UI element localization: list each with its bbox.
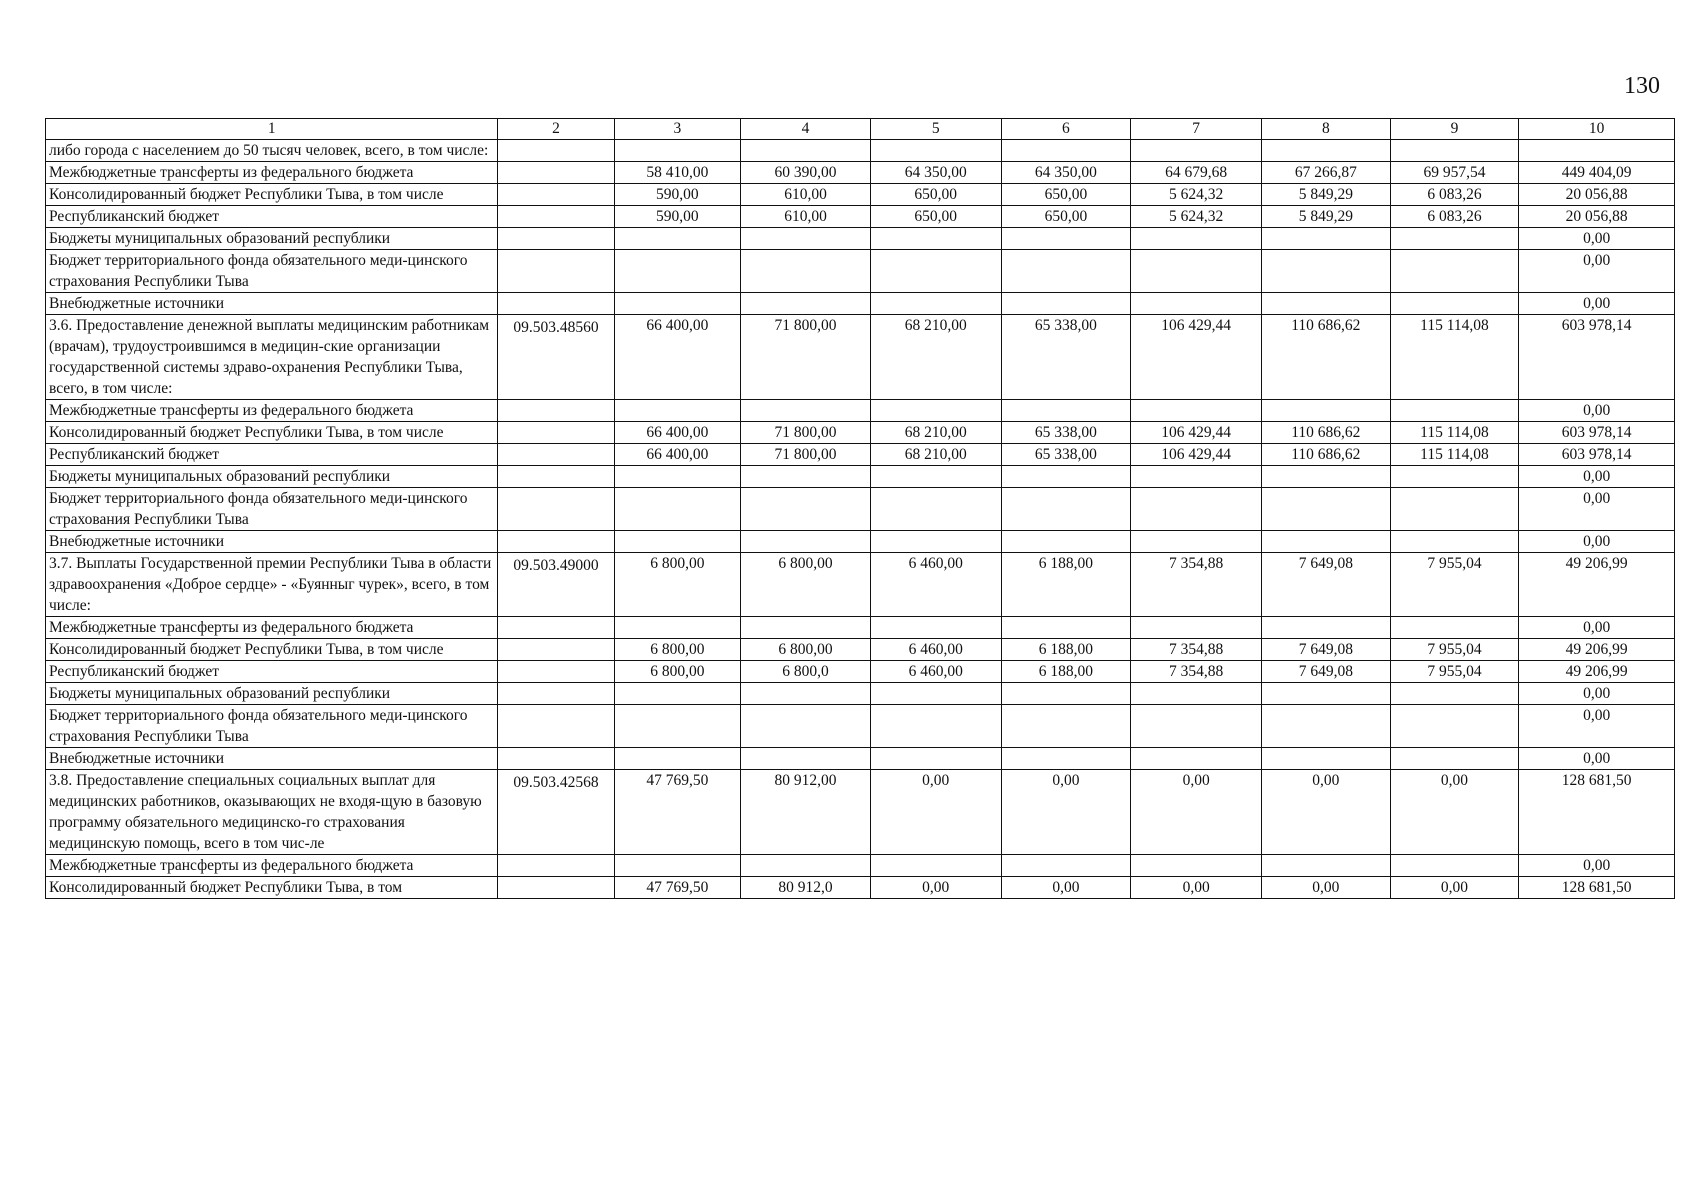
value-cell-col-7 — [1131, 488, 1262, 531]
value-cell-col-3 — [614, 855, 741, 877]
value-cell-col-5: 0,00 — [870, 877, 1001, 899]
value-cell-col-10: 0,00 — [1519, 228, 1675, 250]
value-cell-col-10: 603 978,14 — [1519, 315, 1675, 400]
value-cell-col-5 — [870, 855, 1001, 877]
row-name-cell: либо города с населением до 50 тысяч человек, всего, в том числе: — [46, 140, 498, 162]
value-cell-col-7 — [1131, 250, 1262, 293]
value-cell-col-9 — [1390, 855, 1519, 877]
value-cell-col-8: 7 649,08 — [1262, 553, 1391, 617]
value-cell-col-4 — [741, 617, 871, 639]
value-cell-col-3: 6 800,00 — [614, 553, 741, 617]
value-cell-col-5 — [870, 617, 1001, 639]
row-name-cell: Бюджет территориального фонда обязательного меди-цинского страхования Республики Тыва — [46, 250, 498, 293]
table-row — [46, 206, 1675, 228]
value-cell-col-4: 6 800,00 — [741, 553, 871, 617]
row-name-cell: Консолидированный бюджет Республики Тыва, в том числе — [46, 184, 498, 206]
value-cell-col-10: 128 681,50 — [1519, 877, 1675, 899]
value-cell-col-10: 20 056,88 — [1519, 184, 1675, 206]
value-cell-col-10: 0,00 — [1519, 250, 1675, 293]
value-cell-col-3 — [614, 488, 741, 531]
value-cell-col-8 — [1262, 748, 1391, 770]
value-cell-col-7: 106 429,44 — [1131, 444, 1262, 466]
row-code-cell — [498, 661, 614, 683]
value-cell-col-8: 67 266,87 — [1262, 162, 1391, 184]
table-row — [46, 250, 1675, 293]
value-cell-col-3 — [614, 748, 741, 770]
value-cell-col-4: 80 912,0 — [741, 877, 871, 899]
value-cell-col-10: 0,00 — [1519, 855, 1675, 877]
value-cell-col-3: 6 800,00 — [614, 639, 741, 661]
value-cell-col-6: 650,00 — [1001, 206, 1131, 228]
row-code-cell: 09.503.48560 — [498, 315, 614, 400]
value-cell-col-10: 20 056,88 — [1519, 206, 1675, 228]
value-cell-col-3: 66 400,00 — [614, 444, 741, 466]
header-cell: 7 — [1131, 119, 1262, 140]
row-code-cell — [498, 705, 614, 748]
header-cell: 9 — [1390, 119, 1519, 140]
value-cell-col-3 — [614, 705, 741, 748]
row-name-cell: Межбюджетные трансферты из федерального бюджета — [46, 617, 498, 639]
value-cell-col-3 — [614, 293, 741, 315]
value-cell-col-3 — [614, 228, 741, 250]
value-cell-col-8: 0,00 — [1262, 877, 1391, 899]
value-cell-col-5 — [870, 293, 1001, 315]
row-code-cell: 09.503.49000 — [498, 553, 614, 617]
table-row — [46, 293, 1675, 315]
value-cell-col-5: 650,00 — [870, 184, 1001, 206]
value-cell-col-9 — [1390, 466, 1519, 488]
value-cell-col-8: 7 649,08 — [1262, 639, 1391, 661]
value-cell-col-10: 49 206,99 — [1519, 553, 1675, 617]
value-cell-col-5: 6 460,00 — [870, 661, 1001, 683]
value-cell-col-8: 110 686,62 — [1262, 315, 1391, 400]
value-cell-col-9: 69 957,54 — [1390, 162, 1519, 184]
value-cell-col-3 — [614, 140, 741, 162]
row-name-cell: Бюджет территориального фонда обязательного меди-цинского страхования Республики Тыва — [46, 705, 498, 748]
value-cell-col-4: 80 912,00 — [741, 770, 871, 855]
value-cell-col-5: 68 210,00 — [870, 444, 1001, 466]
value-cell-col-8 — [1262, 683, 1391, 705]
row-code-cell — [498, 639, 614, 661]
value-cell-col-7: 7 354,88 — [1131, 639, 1262, 661]
row-code-cell — [498, 140, 614, 162]
value-cell-col-7: 0,00 — [1131, 770, 1262, 855]
value-cell-col-10: 0,00 — [1519, 466, 1675, 488]
value-cell-col-3 — [614, 466, 741, 488]
value-cell-col-3: 66 400,00 — [614, 422, 741, 444]
row-name-cell: Внебюджетные источники — [46, 748, 498, 770]
value-cell-col-9 — [1390, 140, 1519, 162]
value-cell-col-5 — [870, 466, 1001, 488]
table-row — [46, 184, 1675, 206]
table-row — [46, 661, 1675, 683]
table-row — [46, 422, 1675, 444]
row-code-cell — [498, 877, 614, 899]
value-cell-col-5: 68 210,00 — [870, 422, 1001, 444]
value-cell-col-6 — [1001, 855, 1131, 877]
value-cell-col-8: 7 649,08 — [1262, 661, 1391, 683]
row-code-cell — [498, 184, 614, 206]
value-cell-col-10: 0,00 — [1519, 683, 1675, 705]
value-cell-col-10: 49 206,99 — [1519, 661, 1675, 683]
value-cell-col-5: 0,00 — [870, 770, 1001, 855]
row-code-cell — [498, 488, 614, 531]
value-cell-col-7 — [1131, 855, 1262, 877]
value-cell-col-7: 0,00 — [1131, 877, 1262, 899]
row-name-cell: Межбюджетные трансферты из федерального бюджета — [46, 400, 498, 422]
value-cell-col-6: 650,00 — [1001, 184, 1131, 206]
value-cell-col-7: 5 624,32 — [1131, 184, 1262, 206]
value-cell-col-7 — [1131, 531, 1262, 553]
value-cell-col-7 — [1131, 748, 1262, 770]
value-cell-col-6 — [1001, 293, 1131, 315]
value-cell-col-8 — [1262, 531, 1391, 553]
value-cell-col-8 — [1262, 250, 1391, 293]
table-row — [46, 488, 1675, 531]
table-row — [46, 855, 1675, 877]
value-cell-col-4 — [741, 748, 871, 770]
value-cell-col-7 — [1131, 705, 1262, 748]
row-name-cell: Республиканский бюджет — [46, 206, 498, 228]
row-code-cell — [498, 748, 614, 770]
row-name-cell: Бюджеты муниципальных образований республики — [46, 683, 498, 705]
row-name-cell: Бюджет территориального фонда обязательного меди-цинского страхования Республики Тыва — [46, 488, 498, 531]
row-code-cell — [498, 466, 614, 488]
budget-table — [45, 118, 1675, 899]
value-cell-col-4 — [741, 400, 871, 422]
header-cell: 8 — [1262, 119, 1391, 140]
value-cell-col-6 — [1001, 683, 1131, 705]
value-cell-col-9: 7 955,04 — [1390, 639, 1519, 661]
row-code-cell — [498, 617, 614, 639]
value-cell-col-3: 6 800,00 — [614, 661, 741, 683]
table-row — [46, 877, 1675, 899]
row-name-cell: Республиканский бюджет — [46, 661, 498, 683]
row-name-cell: Межбюджетные трансферты из федерального бюджета — [46, 855, 498, 877]
row-name-cell: 3.6. Предоставление денежной выплаты медицинским работникам (врачам), трудоустроившимся в медицин-ские организации государственной системы здраво-охранения Республики Тыва, всего, в том числе: — [46, 315, 498, 400]
value-cell-col-6 — [1001, 748, 1131, 770]
value-cell-col-10: 0,00 — [1519, 748, 1675, 770]
value-cell-col-7 — [1131, 683, 1262, 705]
table-row — [46, 639, 1675, 661]
value-cell-col-9: 115 114,08 — [1390, 444, 1519, 466]
row-code-cell: 09.503.42568 — [498, 770, 614, 855]
row-name-cell: Бюджеты муниципальных образований республики — [46, 228, 498, 250]
value-cell-col-8: 110 686,62 — [1262, 444, 1391, 466]
header-cell: 4 — [741, 119, 871, 140]
value-cell-col-8 — [1262, 466, 1391, 488]
row-code-cell — [498, 250, 614, 293]
value-cell-col-7: 64 679,68 — [1131, 162, 1262, 184]
value-cell-col-4 — [741, 293, 871, 315]
value-cell-col-3: 47 769,50 — [614, 877, 741, 899]
value-cell-col-3 — [614, 617, 741, 639]
value-cell-col-3 — [614, 400, 741, 422]
value-cell-col-4 — [741, 488, 871, 531]
value-cell-col-6 — [1001, 250, 1131, 293]
value-cell-col-8: 5 849,29 — [1262, 206, 1391, 228]
value-cell-col-6: 64 350,00 — [1001, 162, 1131, 184]
value-cell-col-6 — [1001, 140, 1131, 162]
value-cell-col-3 — [614, 531, 741, 553]
header-cell: 10 — [1519, 119, 1675, 140]
table-row — [46, 228, 1675, 250]
value-cell-col-10: 49 206,99 — [1519, 639, 1675, 661]
value-cell-col-8 — [1262, 293, 1391, 315]
table-row — [46, 553, 1675, 617]
row-code-cell — [498, 228, 614, 250]
value-cell-col-8 — [1262, 140, 1391, 162]
value-cell-col-5 — [870, 705, 1001, 748]
header-cell: 6 — [1001, 119, 1131, 140]
value-cell-col-6: 0,00 — [1001, 770, 1131, 855]
value-cell-col-10 — [1519, 140, 1675, 162]
value-cell-col-4: 6 800,0 — [741, 661, 871, 683]
value-cell-col-6: 65 338,00 — [1001, 315, 1131, 400]
table-row — [46, 531, 1675, 553]
value-cell-col-10: 603 978,14 — [1519, 444, 1675, 466]
table-row — [46, 444, 1675, 466]
value-cell-col-6 — [1001, 617, 1131, 639]
table-row — [46, 617, 1675, 639]
value-cell-col-10: 0,00 — [1519, 705, 1675, 748]
value-cell-col-5 — [870, 228, 1001, 250]
value-cell-col-6: 6 188,00 — [1001, 639, 1131, 661]
value-cell-col-9: 0,00 — [1390, 770, 1519, 855]
value-cell-col-10: 0,00 — [1519, 293, 1675, 315]
value-cell-col-5: 64 350,00 — [870, 162, 1001, 184]
value-cell-col-8 — [1262, 228, 1391, 250]
row-name-cell: Консолидированный бюджет Республики Тыва, в том числе — [46, 639, 498, 661]
value-cell-col-7: 7 354,88 — [1131, 553, 1262, 617]
row-name-cell: 3.7. Выплаты Государственной премии Республики Тыва в области здравоохранения «Доброе сердце» - «Буянныг чурек», всего, в том числе: — [46, 553, 498, 617]
value-cell-col-7: 106 429,44 — [1131, 422, 1262, 444]
value-cell-col-7 — [1131, 293, 1262, 315]
header-cell: 3 — [614, 119, 741, 140]
row-code-cell — [498, 293, 614, 315]
value-cell-col-3: 590,00 — [614, 184, 741, 206]
value-cell-col-9 — [1390, 748, 1519, 770]
value-cell-col-5 — [870, 531, 1001, 553]
value-cell-col-6: 65 338,00 — [1001, 444, 1131, 466]
value-cell-col-4: 71 800,00 — [741, 444, 871, 466]
value-cell-col-9 — [1390, 228, 1519, 250]
value-cell-col-10: 603 978,14 — [1519, 422, 1675, 444]
value-cell-col-7 — [1131, 617, 1262, 639]
value-cell-col-6 — [1001, 531, 1131, 553]
value-cell-col-5: 6 460,00 — [870, 553, 1001, 617]
row-code-cell — [498, 531, 614, 553]
value-cell-col-4: 71 800,00 — [741, 315, 871, 400]
value-cell-col-8 — [1262, 705, 1391, 748]
header-cell: 1 — [46, 119, 498, 140]
value-cell-col-9 — [1390, 683, 1519, 705]
value-cell-col-6 — [1001, 705, 1131, 748]
value-cell-col-5: 650,00 — [870, 206, 1001, 228]
value-cell-col-7: 5 624,32 — [1131, 206, 1262, 228]
row-name-cell: Республиканский бюджет — [46, 444, 498, 466]
value-cell-col-3: 47 769,50 — [614, 770, 741, 855]
value-cell-col-8: 110 686,62 — [1262, 422, 1391, 444]
value-cell-col-4 — [741, 855, 871, 877]
row-name-cell: Бюджеты муниципальных образований республики — [46, 466, 498, 488]
value-cell-col-4 — [741, 531, 871, 553]
value-cell-col-6 — [1001, 466, 1131, 488]
value-cell-col-9 — [1390, 617, 1519, 639]
row-code-cell — [498, 444, 614, 466]
value-cell-col-6 — [1001, 488, 1131, 531]
value-cell-col-9: 7 955,04 — [1390, 553, 1519, 617]
value-cell-col-3 — [614, 683, 741, 705]
value-cell-col-9: 115 114,08 — [1390, 422, 1519, 444]
row-code-cell — [498, 855, 614, 877]
table-row — [46, 705, 1675, 748]
value-cell-col-5: 6 460,00 — [870, 639, 1001, 661]
value-cell-col-6: 65 338,00 — [1001, 422, 1131, 444]
value-cell-col-8 — [1262, 488, 1391, 531]
value-cell-col-5 — [870, 683, 1001, 705]
value-cell-col-4 — [741, 466, 871, 488]
row-code-cell — [498, 400, 614, 422]
value-cell-col-9: 0,00 — [1390, 877, 1519, 899]
value-cell-col-9 — [1390, 400, 1519, 422]
row-code-cell — [498, 683, 614, 705]
value-cell-col-6: 6 188,00 — [1001, 661, 1131, 683]
value-cell-col-6: 6 188,00 — [1001, 553, 1131, 617]
value-cell-col-9: 6 083,26 — [1390, 206, 1519, 228]
header-cell: 2 — [498, 119, 614, 140]
value-cell-col-3: 58 410,00 — [614, 162, 741, 184]
value-cell-col-6: 0,00 — [1001, 877, 1131, 899]
value-cell-col-4 — [741, 683, 871, 705]
value-cell-col-9: 115 114,08 — [1390, 315, 1519, 400]
table-row — [46, 140, 1675, 162]
value-cell-col-5 — [870, 400, 1001, 422]
value-cell-col-6 — [1001, 400, 1131, 422]
row-name-cell: Внебюджетные источники — [46, 293, 498, 315]
value-cell-col-4 — [741, 250, 871, 293]
table-row — [46, 466, 1675, 488]
value-cell-col-7: 7 354,88 — [1131, 661, 1262, 683]
table-row — [46, 748, 1675, 770]
value-cell-col-5 — [870, 250, 1001, 293]
table-row — [46, 770, 1675, 855]
table-row — [46, 683, 1675, 705]
row-name-cell: 3.8. Предоставление специальных социальных выплат для медицинских работников, оказывающих не входя-щую в базовую программу обязательного медицинско-го страхования медицинскую помощь, всего в том чис-ле — [46, 770, 498, 855]
table-row — [46, 400, 1675, 422]
value-cell-col-10: 0,00 — [1519, 531, 1675, 553]
value-cell-col-9: 6 083,26 — [1390, 184, 1519, 206]
value-cell-col-4: 60 390,00 — [741, 162, 871, 184]
row-code-cell — [498, 162, 614, 184]
value-cell-col-9 — [1390, 488, 1519, 531]
value-cell-col-10: 0,00 — [1519, 488, 1675, 531]
row-name-cell: Межбюджетные трансферты из федерального бюджета — [46, 162, 498, 184]
value-cell-col-4 — [741, 228, 871, 250]
value-cell-col-7 — [1131, 228, 1262, 250]
value-cell-col-3: 66 400,00 — [614, 315, 741, 400]
value-cell-col-4: 6 800,00 — [741, 639, 871, 661]
value-cell-col-7 — [1131, 400, 1262, 422]
value-cell-col-5 — [870, 140, 1001, 162]
value-cell-col-10: 0,00 — [1519, 617, 1675, 639]
value-cell-col-7 — [1131, 140, 1262, 162]
value-cell-col-9 — [1390, 531, 1519, 553]
page-number: 130 — [1624, 73, 1660, 99]
value-cell-col-9 — [1390, 293, 1519, 315]
value-cell-col-8 — [1262, 855, 1391, 877]
row-name-cell: Консолидированный бюджет Республики Тыва, в том числе — [46, 422, 498, 444]
value-cell-col-8 — [1262, 617, 1391, 639]
value-cell-col-4: 610,00 — [741, 206, 871, 228]
value-cell-col-8: 5 849,29 — [1262, 184, 1391, 206]
value-cell-col-5 — [870, 748, 1001, 770]
value-cell-col-7 — [1131, 466, 1262, 488]
value-cell-col-10: 449 404,09 — [1519, 162, 1675, 184]
value-cell-col-3: 590,00 — [614, 206, 741, 228]
value-cell-col-10: 128 681,50 — [1519, 770, 1675, 855]
value-cell-col-8 — [1262, 400, 1391, 422]
value-cell-col-9: 7 955,04 — [1390, 661, 1519, 683]
value-cell-col-9 — [1390, 250, 1519, 293]
value-cell-col-5 — [870, 488, 1001, 531]
row-name-cell: Консолидированный бюджет Республики Тыва, в том — [46, 877, 498, 899]
value-cell-col-9 — [1390, 705, 1519, 748]
row-code-cell — [498, 206, 614, 228]
value-cell-col-4: 610,00 — [741, 184, 871, 206]
value-cell-col-4 — [741, 140, 871, 162]
value-cell-col-3 — [614, 250, 741, 293]
table-row — [46, 162, 1675, 184]
value-cell-col-10: 0,00 — [1519, 400, 1675, 422]
value-cell-col-7: 106 429,44 — [1131, 315, 1262, 400]
value-cell-col-4: 71 800,00 — [741, 422, 871, 444]
row-name-cell: Внебюджетные источники — [46, 531, 498, 553]
value-cell-col-5: 68 210,00 — [870, 315, 1001, 400]
value-cell-col-4 — [741, 705, 871, 748]
value-cell-col-8: 0,00 — [1262, 770, 1391, 855]
value-cell-col-6 — [1001, 228, 1131, 250]
row-code-cell — [498, 422, 614, 444]
table-row — [46, 315, 1675, 400]
header-cell: 5 — [870, 119, 1001, 140]
table-header-row — [46, 119, 1675, 140]
